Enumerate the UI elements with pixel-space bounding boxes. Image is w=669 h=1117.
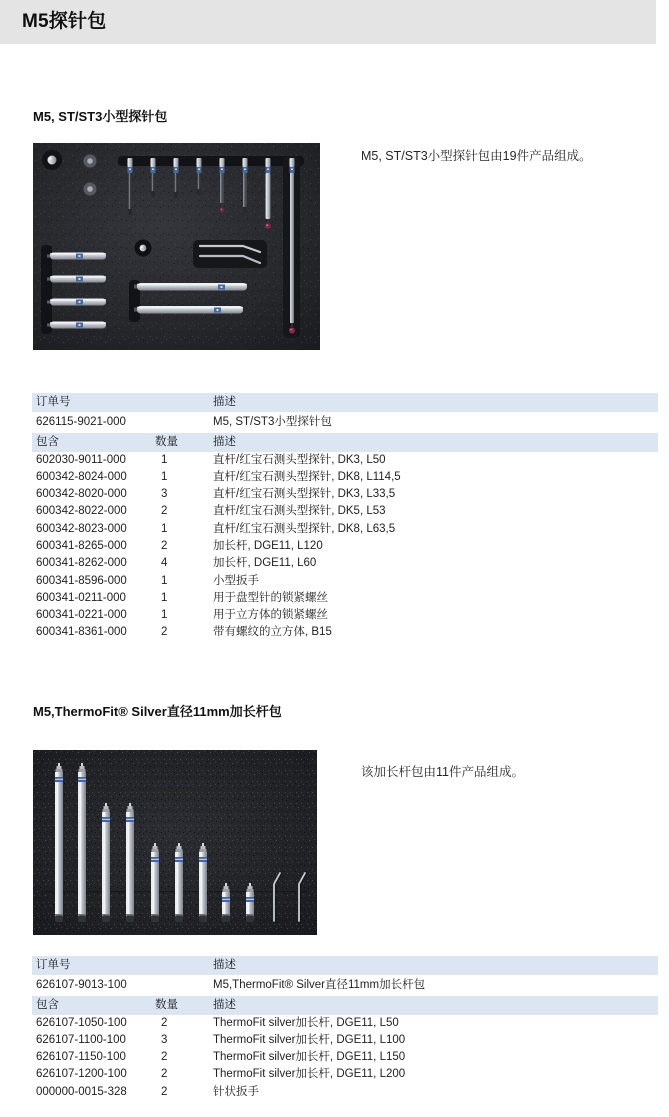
quantity-value: 2 [161,1068,168,1081]
contents-table-header [32,996,658,1015]
page-title: M5探针包 [22,11,107,32]
contains-column-header: 包含 [36,436,59,448]
table-row [32,607,658,624]
contains-column-header: 包含 [36,999,59,1011]
order-number: 626107-9013-100 [36,978,127,991]
part-number: 600341-8265-000 [36,539,127,552]
table-row [32,1066,658,1083]
order-row [32,975,658,997]
description-column-header: 描述 [213,396,236,408]
item-description: 加长杆, DGE11, L60 [213,557,317,570]
quantity-column-header: 数量 [155,436,178,448]
description-column-header: 描述 [213,999,236,1011]
quantity-value: 2 [161,626,168,639]
page-title-band [0,0,656,44]
part-number: 600341-0221-000 [36,609,127,622]
quantity-value: 2 [161,505,168,518]
part-number: 600341-0211-000 [36,591,126,604]
part-number: 600341-8361-000 [36,626,127,639]
contents-rows [32,452,658,642]
quantity-value: 2 [161,1051,168,1064]
table-row [32,1015,658,1032]
order-table-header [32,956,658,975]
table-row [32,590,658,607]
table-row [32,538,658,555]
part-number: 600342-8020-000 [36,488,127,501]
item-description: 小型扳手 [213,574,259,587]
quantity-value: 1 [161,609,168,622]
item-description: 用于立方体的锁紧螺丝 [213,609,328,622]
table-row [32,521,658,538]
part-number: 626107-1050-100 [36,1016,127,1029]
section1-tables [32,393,658,642]
order-no-column-header: 订单号 [36,396,71,408]
item-description: 带有螺纹的立方体, B15 [213,626,332,639]
part-number: 600342-8022-000 [36,505,127,518]
description-column-header: 描述 [213,436,236,448]
probe-kit-photo [33,143,320,350]
part-number: 626107-1150-100 [36,1051,126,1064]
table-row [32,452,658,469]
contents-table-header [32,433,658,452]
part-number: 000000-0015-328 [36,1085,127,1098]
item-description: 针状扳手 [213,1085,259,1098]
section1-description: M5, ST/ST3小型探针包由19件产品组成。 [361,149,592,163]
part-number: 600341-8596-000 [36,574,127,587]
table-row [32,555,658,572]
quantity-value: 1 [161,453,168,466]
item-description: 直杆/红宝石测头型探针, DK8, L63,5 [213,522,396,535]
item-description: ThermoFit silver加长杆, DGE11, L150 [213,1051,406,1064]
quantity-column-header: 数量 [155,999,178,1011]
item-description: ThermoFit silver加长杆, DGE11, L200 [213,1068,406,1081]
part-number: 602030-9011-000 [36,453,126,466]
item-description: 直杆/红宝石测头型探针, DK8, L114,5 [213,470,401,483]
quantity-value: 3 [161,1033,168,1046]
table-row [32,503,658,520]
section2-description: 该加长杆包由11件产品组成。 [361,765,524,779]
item-description: 直杆/红宝石测头型探针, DK5, L53 [213,505,386,518]
table-row [32,1084,658,1101]
table-row [32,573,658,590]
section1-title: M5, ST/ST3小型探针包 [33,109,168,124]
contents-rows [32,1015,658,1101]
part-number: 626107-1100-100 [36,1033,126,1046]
quantity-value: 1 [161,574,168,587]
item-description: 用于盘型针的锁紧螺丝 [213,591,328,604]
extension-bar-kit-photo [33,750,317,935]
part-number: 600342-8024-000 [36,470,127,483]
item-description: 加长杆, DGE11, L120 [213,539,323,552]
table-row [32,624,658,641]
quantity-value: 2 [161,1085,168,1098]
part-number: 600342-8023-000 [36,522,127,535]
section2-title: M5,ThermoFit® Silver直径11mm加长杆包 [33,704,282,719]
quantity-value: 4 [161,557,168,570]
table-row [32,1049,658,1066]
order-no-column-header: 订单号 [36,959,71,971]
quantity-value: 3 [161,488,168,501]
part-number: 626107-1200-100 [36,1068,127,1081]
quantity-value: 1 [161,591,168,604]
quantity-value: 2 [161,1016,168,1029]
order-description: M5,ThermoFit® Silver直径11mm加长杆包 [213,978,426,991]
item-description: ThermoFit silver加长杆, DGE11, L50 [213,1016,399,1029]
quantity-value: 1 [161,522,168,535]
table-row [32,486,658,503]
item-description: 直杆/红宝石测头型探针, DK3, L33,5 [213,488,396,501]
part-number: 600341-8262-000 [36,557,127,570]
order-row [32,412,658,434]
description-column-header: 描述 [213,959,236,971]
table-row [32,469,658,486]
order-number: 626115-9021-000 [36,415,126,428]
quantity-value: 2 [161,539,168,552]
item-description: ThermoFit silver加长杆, DGE11, L100 [213,1033,406,1046]
quantity-value: 1 [161,470,168,483]
order-table-header [32,393,658,412]
section2-tables [32,956,658,1101]
item-description: 直杆/红宝石测头型探针, DK3, L50 [213,453,386,466]
table-row [32,1032,658,1049]
order-description: M5, ST/ST3小型探针包 [213,415,332,428]
